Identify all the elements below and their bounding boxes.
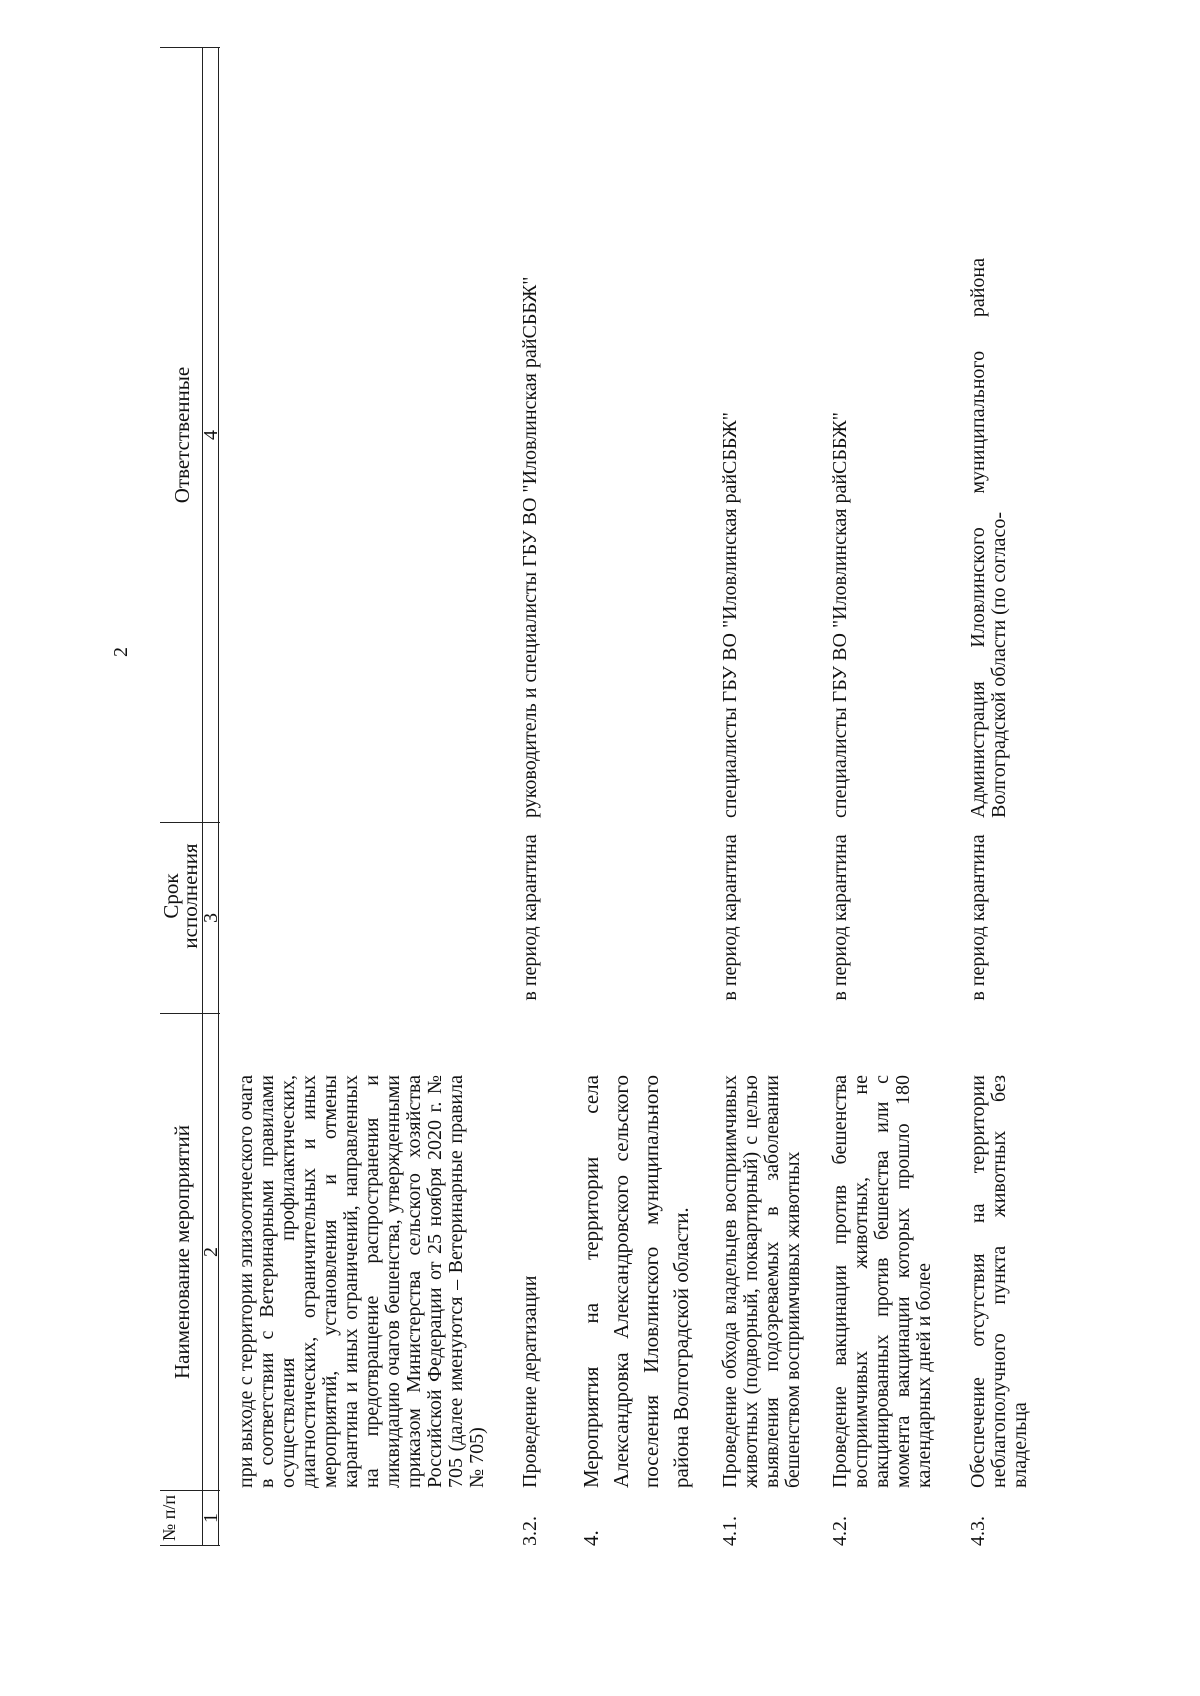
row-number: 4.3. bbox=[967, 1516, 989, 1546]
column-number-2: 2 bbox=[200, 1247, 222, 1257]
page-number: 2 bbox=[110, 647, 132, 657]
row-name: Проведение обхода владельцев восприимчивых животных (подворный, поквартирный) с целью выявления подозреваемых в заболевании бешенством восприимчивых животных bbox=[719, 1075, 804, 1488]
row-responsible: специалисты ГБУ ВО "Иловлинская райСББЖ" bbox=[719, 412, 741, 818]
header-responsible: Ответственные bbox=[170, 366, 194, 504]
row-term: в период карантина bbox=[719, 834, 741, 1001]
row-name: Обеспечение отсутствия на территории неблагополучного пункта животных без владельца bbox=[967, 1075, 1031, 1488]
column-number-4: 4 bbox=[200, 430, 222, 440]
header-num: № п/п bbox=[159, 1495, 179, 1541]
column-divider-3 bbox=[160, 822, 220, 823]
row-name: Проведение вакцинации против бешенства восприимчивых животных, не вакцинированных против бешенства или с момента вакцинации которых прошло 180 календарных дней и более bbox=[829, 1075, 935, 1488]
row-term: в период карантина bbox=[829, 834, 851, 1001]
row-number: 4. bbox=[579, 1530, 603, 1546]
row-term: в период карантина bbox=[967, 834, 989, 1001]
row-name: при выходе с территории эпизоотического очага в соответствии с Ветеринарными правилами осуществления профилактических, диагностических, ограничительных и иных мероприятий, установления и отмены карантина и иных ограничений, направленных на предотвращение распространения и ликвидацию очагов бешенства, утвержденными приказом Министерства сельского хозяйства Российской Федерации от 25 ноября 2020 г. № 705 (далее именуются – Ветеринарные правила № 705) bbox=[235, 1075, 488, 1488]
row-name: Мероприятия на территории села Александровка Александровского сельского поселения Иловлинского муниципального района Волгоградской области. bbox=[579, 1075, 693, 1488]
row-number: 4.1. bbox=[719, 1516, 741, 1546]
row-number: 4.2. bbox=[829, 1516, 851, 1546]
row-responsible: руководитель и специалисты ГБУ ВО "Иловлинская райСББЖ" bbox=[519, 276, 541, 818]
row-number: 3.2. bbox=[519, 1516, 541, 1546]
table-border-left bbox=[160, 1545, 220, 1546]
header-name: Наименование мероприятий bbox=[170, 1125, 194, 1379]
column-number-1: 1 bbox=[200, 1513, 222, 1523]
row-responsible: Администрация Иловлинского муниципального района Волгоградской области (по согласо- bbox=[967, 258, 1010, 818]
header-term: Срок исполнения bbox=[159, 843, 202, 949]
column-divider-1 bbox=[160, 1490, 220, 1491]
row-name: Проведение дератизации bbox=[519, 1275, 541, 1488]
column-divider-2 bbox=[160, 1013, 220, 1014]
row-responsible: специалисты ГБУ ВО "Иловлинская райСББЖ" bbox=[829, 412, 851, 818]
column-number-3: 3 bbox=[200, 913, 222, 923]
row-term: в период карантина bbox=[519, 834, 541, 1001]
table-border-right bbox=[160, 47, 220, 48]
